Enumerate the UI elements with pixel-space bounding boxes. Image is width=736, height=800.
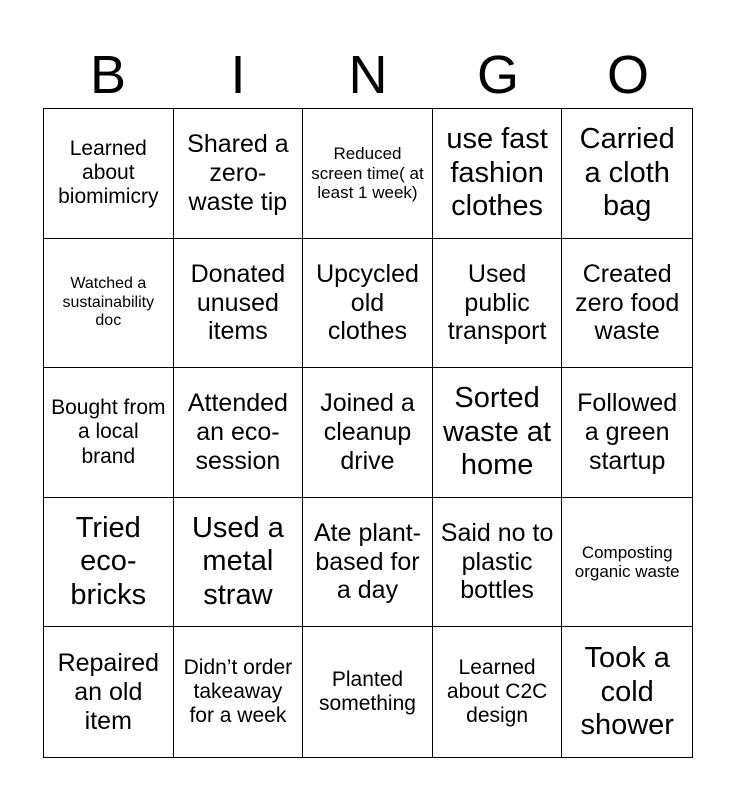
bingo-cell-r1-c4[interactable] [433, 109, 563, 239]
header-letter-b: B [89, 45, 127, 105]
cell-text: Learned about C2C design [446, 655, 548, 728]
bingo-cell-r4-c1[interactable] [44, 498, 174, 628]
bingo-cell-r4-c3[interactable] [303, 498, 433, 628]
cell-text: Carried a cloth bag [579, 123, 675, 222]
cell-text: Created zero food waste [575, 259, 680, 346]
bingo-cell-r2-c5[interactable] [562, 239, 692, 369]
cell-text: Reduced screen time( at least 1 week) [311, 143, 424, 203]
header-letter-o: O [606, 45, 649, 105]
bingo-cell-r2-c2[interactable] [174, 239, 304, 369]
cell-text: Didn’t order takeaway for a week [183, 655, 293, 728]
bingo-cell-r3-c3[interactable] [303, 368, 433, 498]
cell-text: Shared a zero-waste tip [187, 130, 289, 216]
cell-text: Used public transport [447, 259, 547, 346]
bingo-cell-r1-c3[interactable] [303, 109, 433, 239]
cell-text: Sorted waste at home [443, 382, 552, 482]
bingo-cell-r5-c2[interactable] [174, 627, 304, 757]
bingo-cell-r5-c1[interactable] [44, 627, 174, 757]
bingo-cell-r4-c5[interactable] [562, 498, 692, 628]
cell-text: Planted something [319, 668, 416, 716]
cell-text: Attended an eco-session [187, 389, 288, 475]
cell-text: Used a metal straw [191, 512, 284, 611]
cell-text: Composting organic waste [574, 542, 680, 582]
bingo-cell-r3-c4[interactable] [433, 368, 563, 498]
cell-text: Followed a green startup [577, 389, 678, 475]
cell-text: Tried eco-bricks [70, 512, 147, 611]
bingo-cell-r4-c4[interactable] [433, 498, 563, 628]
bingo-cell-r5-c3[interactable] [303, 627, 433, 757]
bingo-cell-r1-c1[interactable] [44, 109, 174, 239]
header-letter-i: I [230, 45, 246, 105]
header-letter-g: G [476, 45, 519, 105]
cell-text: Repaired an old item [57, 649, 160, 735]
bingo-cell-r5-c5[interactable] [562, 627, 692, 757]
bingo-cell-r5-c4[interactable] [433, 627, 563, 757]
bingo-header [43, 42, 693, 108]
header-letter-n: N [348, 45, 388, 105]
bingo-cell-r3-c2[interactable] [174, 368, 304, 498]
cell-text: Upcycled old clothes [316, 259, 419, 346]
bingo-cell-r2-c3[interactable] [303, 239, 433, 369]
cell-text: Learned about biomimicry [58, 137, 159, 209]
bingo-cell-r2-c4[interactable] [433, 239, 563, 369]
bingo-board [43, 108, 693, 758]
bingo-cell-r2-c1[interactable] [44, 239, 174, 369]
bingo-cell-r4-c2[interactable] [174, 498, 304, 628]
cell-text: Joined a cleanup drive [320, 389, 415, 475]
cell-text: Said no to plastic bottles [440, 518, 554, 605]
cell-text: Donated unused items [190, 259, 286, 346]
bingo-cell-r3-c1[interactable] [44, 368, 174, 498]
cell-text: Watched a sustainability doc [62, 275, 155, 330]
cell-text: Bought from a local brand [51, 396, 166, 468]
bingo-cell-r3-c5[interactable] [562, 368, 692, 498]
bingo-cell-r1-c2[interactable] [174, 109, 304, 239]
cell-text: Ate plant-based for a day [313, 518, 421, 605]
bingo-cell-r1-c5[interactable] [562, 109, 692, 239]
cell-text: Took a cold shower [580, 642, 674, 741]
cell-text: use fast fashion clothes [446, 123, 548, 222]
